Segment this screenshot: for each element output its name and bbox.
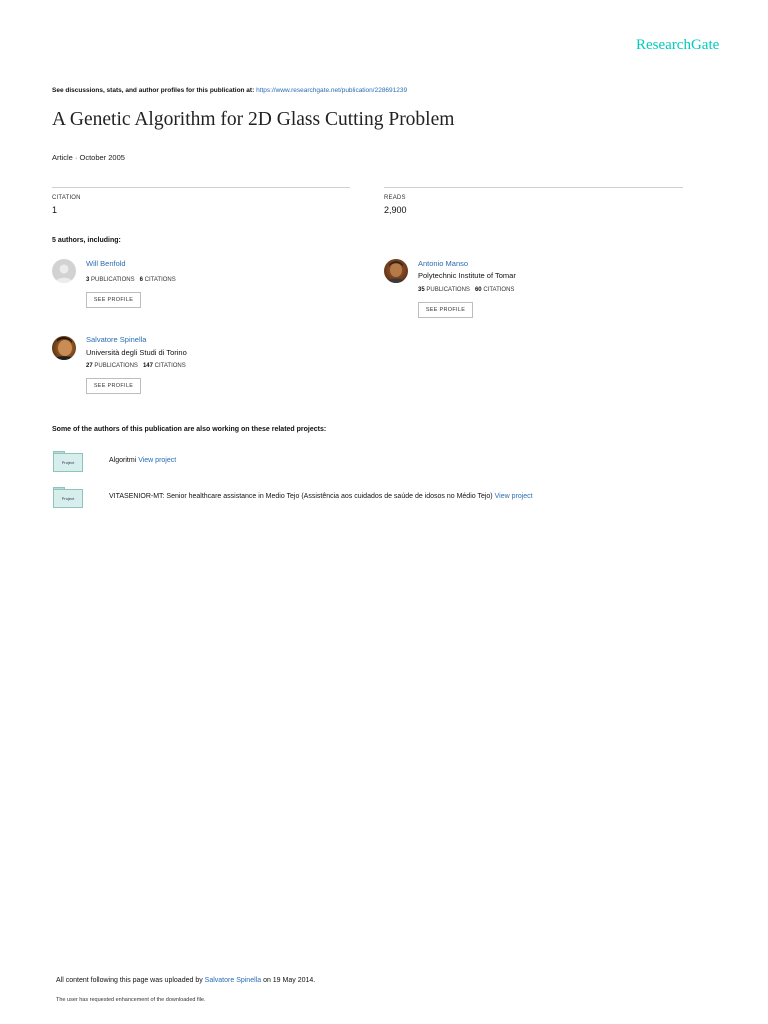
see-profile-button[interactable]: SEE PROFILE xyxy=(86,292,141,308)
project-folder-icon[interactable] xyxy=(53,451,83,472)
publications-label: PUBLICATIONS xyxy=(94,363,138,369)
author-stats xyxy=(418,287,514,293)
publications-label: PUBLICATIONS xyxy=(91,277,135,283)
publications-count: 27 xyxy=(86,363,93,369)
discussion-line xyxy=(52,87,407,94)
enhancement-note: The user has requested enhancement of the downloaded file. xyxy=(56,997,206,1003)
project-icon-label: Project xyxy=(53,489,83,508)
researchgate-logo[interactable]: ResearchGate xyxy=(636,37,720,53)
project-icon-label: Project xyxy=(53,453,83,472)
publication-url-link[interactable]: https://www.researchgate.net/publication/228691239 xyxy=(256,87,408,94)
publications-label: PUBLICATIONS xyxy=(426,287,470,293)
author-institution: Università degli Studi di Torino xyxy=(86,348,187,357)
author-stats xyxy=(86,363,186,369)
reads-divider xyxy=(384,187,683,188)
citations-label: CITATIONS xyxy=(144,277,176,283)
citation-count: 1 xyxy=(52,205,58,215)
upload-suffix: on 19 May 2014. xyxy=(263,977,316,984)
citations-count: 147 xyxy=(142,363,153,369)
publications-count: 35 xyxy=(418,287,425,293)
author-institution: Polytechnic Institute of Tomar xyxy=(418,271,516,280)
user-silhouette-icon xyxy=(52,259,76,283)
citation-divider xyxy=(52,187,350,188)
author-avatar[interactable] xyxy=(52,336,76,360)
project-folder-icon[interactable] xyxy=(53,487,83,508)
publications-count: 3 xyxy=(86,277,90,283)
project-name: VITASENIOR-MT: Senior healthcare assistance in Medio Tejo (Assistência aos cuidados de saúde de idosos no Médio Tejo) xyxy=(109,493,493,500)
citations-label: CITATIONS xyxy=(154,363,186,369)
author-avatar[interactable] xyxy=(384,259,408,283)
author-stats xyxy=(86,277,176,283)
upload-notice xyxy=(56,977,315,984)
project-name: Algoritmi xyxy=(109,457,137,464)
view-project-link[interactable]: View project xyxy=(494,493,533,500)
citations-count: 6 xyxy=(139,277,143,283)
see-profile-button[interactable]: SEE PROFILE xyxy=(418,302,473,318)
author-name-link[interactable]: Salvatore Spinella xyxy=(86,335,147,344)
discussion-text: See discussions, stats, and author profiles for this publication at: xyxy=(52,87,255,94)
paper-title: A Genetic Algorithm for 2D Glass Cutting Problem xyxy=(52,109,455,130)
author-name-link[interactable]: Antonio Manso xyxy=(418,259,469,268)
author-photo-icon xyxy=(52,336,76,360)
citations-count: 60 xyxy=(474,287,482,293)
author-avatar[interactable] xyxy=(52,259,76,283)
upload-prefix: All content following this page was uploaded by xyxy=(56,977,203,984)
author-photo-icon xyxy=(384,259,408,283)
citations-label: CITATIONS xyxy=(483,287,515,293)
citation-label: CITATION xyxy=(52,195,81,201)
view-project-link[interactable]: View project xyxy=(138,457,177,464)
reads-label: READS xyxy=(384,195,406,201)
related-projects-heading: Some of the authors of this publication are also working on these related projects: xyxy=(52,426,327,433)
article-type-date: Article · October 2005 xyxy=(52,153,125,162)
project-item xyxy=(109,493,533,500)
see-profile-button[interactable]: SEE PROFILE xyxy=(86,378,141,394)
author-name-link[interactable]: Will Benfold xyxy=(86,259,126,268)
project-item xyxy=(109,457,176,464)
reads-count: 2,900 xyxy=(384,205,407,215)
authors-heading: 5 authors, including: xyxy=(52,237,121,244)
uploader-link[interactable]: Salvatore Spinella xyxy=(204,977,262,984)
